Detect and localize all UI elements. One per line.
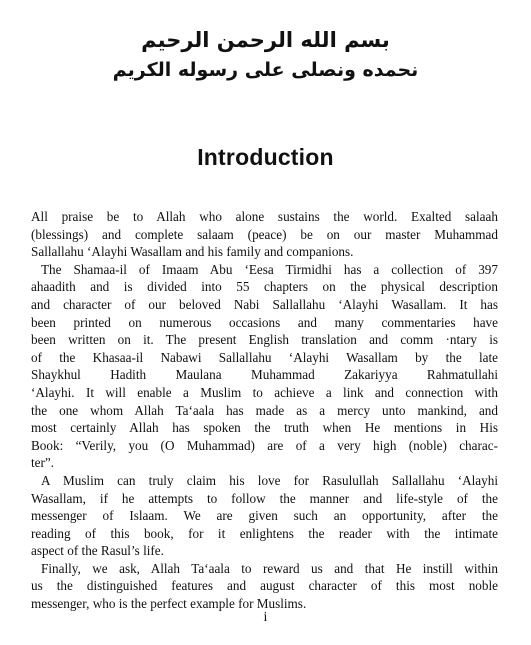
- text-line: (blessings) and complete salaam (peace) be on our master Muhammad: [31, 226, 498, 242]
- body-text: [31, 208, 498, 613]
- text-line: and character of our beloved Nabi Sallallahu ‘Alayhi Wasallam. It has: [31, 296, 498, 312]
- text-line: A Muslim can truly claim his love for Rasulullah Sallallahu ‘Alayhi: [41, 472, 498, 488]
- text-line: aspect of the Rasul’s life.: [31, 543, 164, 559]
- text-line: Finally, we ask, Allah Ta‘aala to reward us and that He instill within: [41, 560, 498, 576]
- text-line: messenger, who is the perfect example for Muslims.: [31, 596, 307, 612]
- paragraph-4: [31, 560, 498, 613]
- text-line: reading of this book, for it enlightens the reader with the intimate: [31, 525, 498, 541]
- text-line: ‘Alayhi. It will enable a Muslim to achieve a link and connection with: [31, 384, 498, 400]
- arabic-salutation: نحمده ونصلى على رسوله الكريم: [112, 59, 419, 81]
- text-line: ahaadith and is divided into 55 chapters on the physical description: [31, 279, 498, 295]
- text-line: All praise be to Allah who alone sustains the world. Exalted salaah: [31, 209, 498, 224]
- paragraph-3: [31, 472, 498, 560]
- text-line: been written on it. The present English translation and comm ·ntary is: [31, 332, 498, 348]
- text-line: Wasallam, if he attempts to follow the manner and life-style of the: [31, 490, 498, 506]
- paragraph-1: [31, 208, 498, 261]
- text-line: been printed on numerous occasions and many commentaries have: [31, 314, 498, 330]
- text-line: most certainly Allah has spoken the truth when He mentions in His: [31, 420, 498, 436]
- text-line: Sallallahu ‘Alayhi Wasallam and his family and companions.: [31, 244, 354, 260]
- text-line: Book: “Verily, you (O Muhammad) are of a very high (noble) charac-: [31, 437, 498, 453]
- paragraph-2: [31, 261, 498, 472]
- text-line: us the distinguished features and august character of this most noble: [31, 578, 498, 594]
- text-line: of the Khasaa-il Nabawi Sallallahu ‘Alayhi Wasallam by the late: [31, 349, 498, 365]
- text-line: the one whom Allah Ta‘aala has made as a mercy unto mankind, and: [31, 402, 498, 418]
- chapter-title: Introduction: [197, 144, 334, 170]
- page-number: i: [263, 610, 268, 625]
- text-line: ter”.: [31, 455, 55, 471]
- text-line: messenger of Islaam. We are given such an opportunity, after the: [31, 508, 498, 524]
- text-line: The Shamaa-il of Imaam Abu ‘Eesa Tirmidhi has a collection of 397: [41, 261, 498, 277]
- arabic-basmala: بسم الله الرحمن الرحيم: [141, 28, 390, 52]
- text-line: Shaykhul Hadith Maulana Muhammad Zakariyya Rahmatullahi: [31, 367, 498, 383]
